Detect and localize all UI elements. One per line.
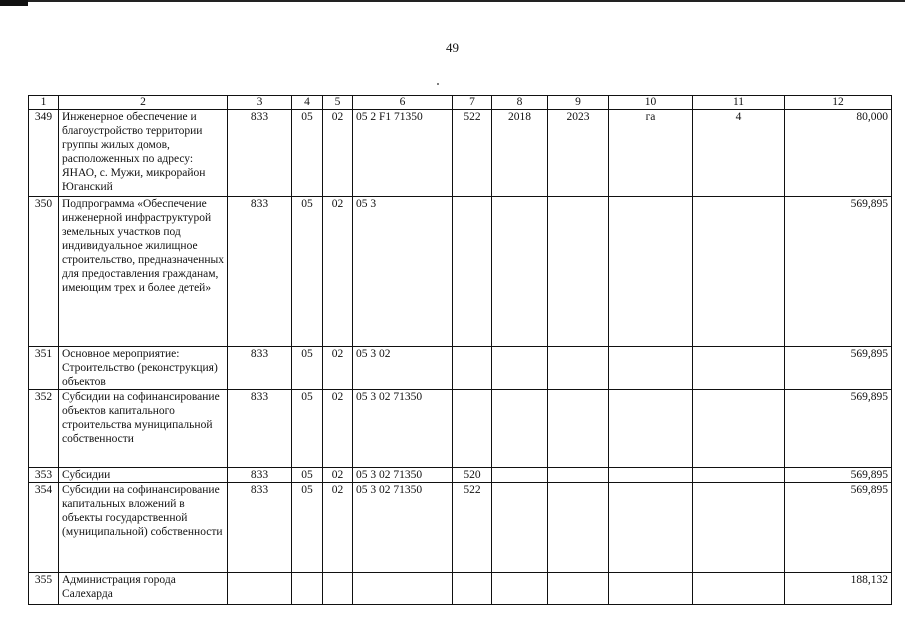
table-row [29, 110, 892, 197]
header-row [29, 96, 892, 110]
cell-col10 [609, 483, 693, 573]
row-number: 349 [29, 110, 59, 197]
header-cell: 6 [353, 96, 453, 110]
cell-col12: 569,895 [785, 483, 892, 573]
row-number: 355 [29, 573, 59, 605]
cell-col10 [609, 573, 693, 605]
cell-col11 [693, 483, 785, 573]
cell-col3: 833 [228, 197, 292, 347]
row-number: 354 [29, 483, 59, 573]
cell-col6: 05 3 02 71350 [353, 483, 453, 573]
cell-col10 [609, 390, 693, 468]
cell-col9 [548, 573, 609, 605]
top-border-line [0, 0, 905, 2]
table-row [29, 197, 892, 347]
cell-col11: 4 [693, 110, 785, 197]
cell-col12: 80,000 [785, 110, 892, 197]
cell-col4: 05 [292, 483, 323, 573]
cell-col10: га [609, 110, 693, 197]
cell-col8 [492, 573, 548, 605]
cell-col10 [609, 197, 693, 347]
cell-col5: 02 [323, 390, 353, 468]
cell-col8 [492, 347, 548, 390]
item-name: Субсидии [59, 468, 228, 483]
cell-col11 [693, 573, 785, 605]
row-number: 352 [29, 390, 59, 468]
cell-col5: 02 [323, 468, 353, 483]
header-cell: 9 [548, 96, 609, 110]
cell-col4 [292, 573, 323, 605]
cell-col7 [453, 390, 492, 468]
cell-col9 [548, 483, 609, 573]
cell-col7 [453, 573, 492, 605]
header-cell: 7 [453, 96, 492, 110]
cell-col3: 833 [228, 110, 292, 197]
cell-col9 [548, 347, 609, 390]
cell-col5: 02 [323, 347, 353, 390]
cell-col4: 05 [292, 468, 323, 483]
cell-col4: 05 [292, 110, 323, 197]
table-row [29, 390, 892, 468]
row-number: 351 [29, 347, 59, 390]
header-cell: 3 [228, 96, 292, 110]
cell-col3: 833 [228, 468, 292, 483]
cell-col8 [492, 468, 548, 483]
cell-col12: 188,132 [785, 573, 892, 605]
cell-col6: 05 3 02 71350 [353, 390, 453, 468]
cell-col8 [492, 197, 548, 347]
item-name: Подпрограмма «Обеспечение инженерной инфраструктурой земельных участков под индивидуальное жилищное строительство, предназначенных для предоставления гражданам, имеющим трех и более детей» [59, 197, 228, 347]
row-number: 350 [29, 197, 59, 347]
cell-col7 [453, 347, 492, 390]
item-name: Администрация города Салехарда [59, 573, 228, 605]
header-cell: 2 [59, 96, 228, 110]
header-cell: 10 [609, 96, 693, 110]
table-row [29, 468, 892, 483]
cell-col4: 05 [292, 390, 323, 468]
cell-col8 [492, 390, 548, 468]
cell-col12: 569,895 [785, 390, 892, 468]
row-number: 353 [29, 468, 59, 483]
header-cell: 5 [323, 96, 353, 110]
cell-col11 [693, 468, 785, 483]
cell-col12: 569,895 [785, 468, 892, 483]
header-cell: 11 [693, 96, 785, 110]
cell-col10 [609, 347, 693, 390]
cell-col4: 05 [292, 347, 323, 390]
cell-col6: 05 3 02 [353, 347, 453, 390]
cell-col7: 522 [453, 483, 492, 573]
cell-col6: 05 3 [353, 197, 453, 347]
cell-col5 [323, 573, 353, 605]
cell-col7 [453, 197, 492, 347]
header-cell: 4 [292, 96, 323, 110]
budget-table [28, 95, 892, 605]
item-name: Инженерное обеспечение и благоустройство территории группы жилых домов, расположенных по адресу: ЯНАО, с. Мужи, микрорайон Юганский [59, 110, 228, 197]
table-row [29, 483, 892, 573]
header-cell: 1 [29, 96, 59, 110]
cell-col6: 05 3 02 71350 [353, 468, 453, 483]
cell-col11 [693, 347, 785, 390]
cell-col3: 833 [228, 483, 292, 573]
cell-col7: 520 [453, 468, 492, 483]
cell-col9 [548, 197, 609, 347]
header-cell: 12 [785, 96, 892, 110]
cell-col11 [693, 390, 785, 468]
cell-col4: 05 [292, 197, 323, 347]
cell-col10 [609, 468, 693, 483]
item-name: Субсидии на софинансирование объектов капитального строительства муниципальной собственности [59, 390, 228, 468]
cell-col7: 522 [453, 110, 492, 197]
table-row [29, 573, 892, 605]
page-number: 49 [446, 40, 459, 55]
scan-corner-mark [0, 0, 28, 6]
cell-col8: 2018 [492, 110, 548, 197]
table-row [29, 347, 892, 390]
cell-col9: 2023 [548, 110, 609, 197]
item-name: Субсидии на софинансирование капитальных вложений в объекты государственной (муниципальной) собственности [59, 483, 228, 573]
cell-col6 [353, 573, 453, 605]
cell-col6: 05 2 F1 71350 [353, 110, 453, 197]
cell-col3: 833 [228, 390, 292, 468]
header-cell: 8 [492, 96, 548, 110]
cell-col3 [228, 573, 292, 605]
item-name: Основное мероприятие: Строительство (реконструкция) объектов [59, 347, 228, 390]
cell-col5: 02 [323, 110, 353, 197]
cell-col11 [693, 197, 785, 347]
cell-col8 [492, 483, 548, 573]
cell-col12: 569,895 [785, 347, 892, 390]
cell-col5: 02 [323, 197, 353, 347]
cell-col9 [548, 390, 609, 468]
scan-speck [437, 83, 439, 85]
cell-col12: 569,895 [785, 197, 892, 347]
cell-col5: 02 [323, 483, 353, 573]
cell-col3: 833 [228, 347, 292, 390]
cell-col9 [548, 468, 609, 483]
